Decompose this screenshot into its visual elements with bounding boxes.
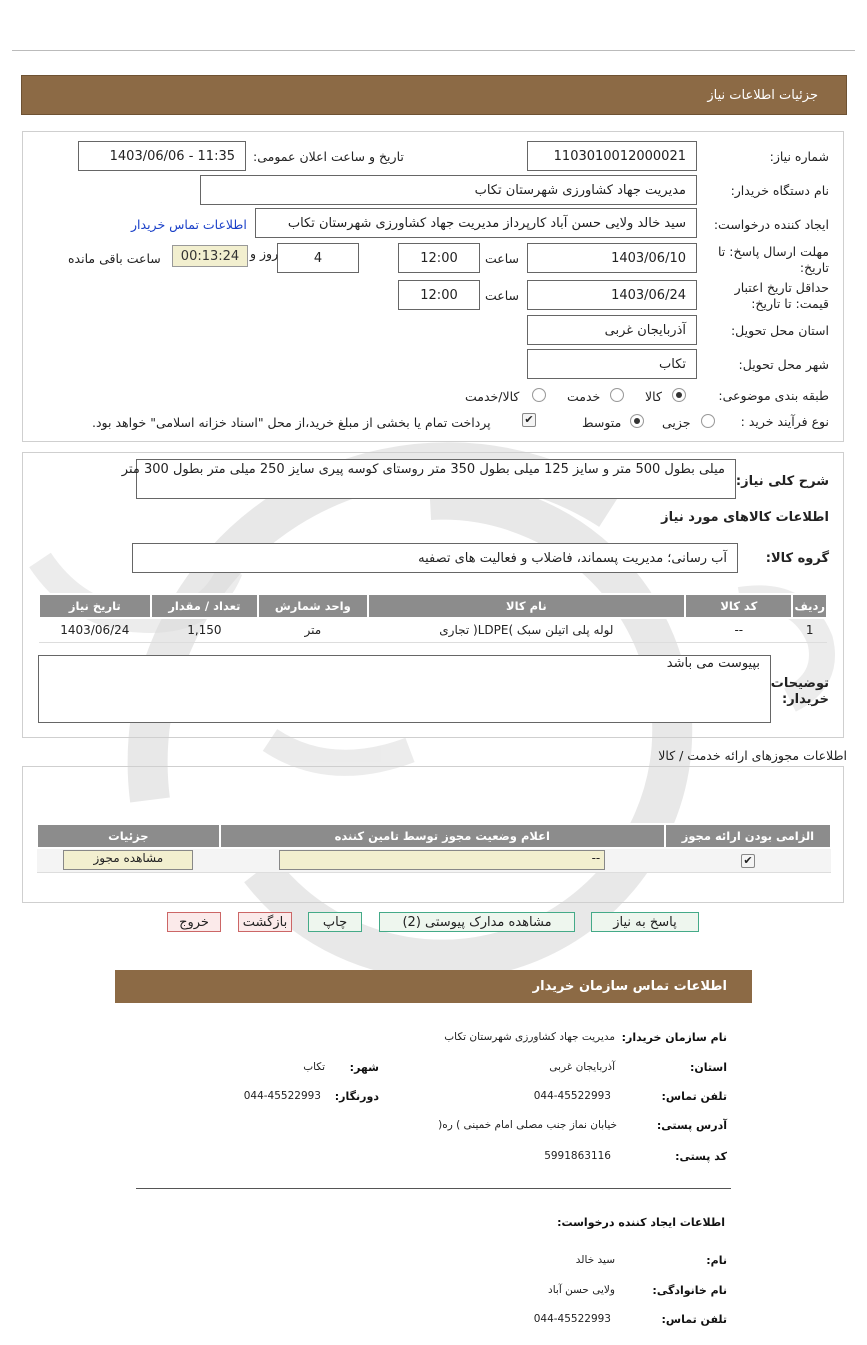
buyer-notes-text: بپیوست می باشد [666, 656, 760, 671]
category-radio-both[interactable] [532, 388, 546, 402]
page-header [21, 75, 847, 115]
creator-phone: 044-45522993 [533, 1313, 611, 1325]
contact-address: خیابان نماز جنب مصلی امام خمینی ) ره( [438, 1119, 617, 1131]
creator-phone-label: تلفن تماس: [661, 1313, 727, 1326]
contact-header [115, 970, 752, 1003]
group-field: آب رسانی؛ مدیریت پسماند، فاضلاب و فعالیت های تصفیه [132, 543, 738, 573]
category-radio-goods[interactable] [672, 388, 686, 402]
contact-postal-label: کد پستی: [675, 1150, 727, 1163]
buyer-notes-field [38, 655, 771, 723]
summary-label: شرح کلی نیاز: [735, 474, 829, 489]
attachments-button[interactable]: مشاهده مدارک پیوستی (2) [379, 912, 575, 932]
process-radio-minor[interactable] [701, 414, 715, 428]
city-field: تکاب [527, 349, 697, 379]
summary-text: میلی بطول 500 متر و سایز 125 میلی بطول 350 متر روستای کوسه پیری سایز 250 میلی متر بطول 300 متر [121, 462, 725, 477]
validity-time-field: 12:00 [398, 280, 480, 310]
contact-postal: 5991863116 [544, 1150, 611, 1162]
group-label: گروه کالا: [765, 551, 829, 566]
validity-time-label: ساعت [485, 288, 520, 303]
process-radio-medium[interactable] [630, 414, 644, 428]
contact-city-label: شهر: [349, 1061, 379, 1074]
contact-org: مدیریت جهاد کشاورزی شهرستان تکاب [444, 1031, 615, 1043]
contact-phone-label: تلفن تماس: [661, 1090, 727, 1103]
deadline-time-label: ساعت [485, 251, 520, 266]
col-qty: تعداد / مقدار [151, 594, 258, 618]
goods-table-header [39, 594, 827, 618]
goods-section-title: اطلاعات کالاهای مورد نیاز [661, 510, 829, 525]
category-option-goods: کالا [645, 389, 662, 404]
buyer-contact-link[interactable]: اطلاعات تماس خریدار [131, 217, 247, 232]
category-option-service: خدمت [567, 389, 601, 404]
buyer-org-field: مدیریت جهاد کشاورزی شهرستان تکاب [200, 175, 697, 205]
cell-code: -- [685, 618, 792, 642]
contact-phone: 044-45522993 [533, 1090, 611, 1102]
col-code: کد کالا [685, 594, 792, 618]
category-radio-service[interactable] [610, 388, 624, 402]
creator-field: سید خالد ولایی حسن آباد کارپرداز مدیریت جهاد کشاورزی شهرستان تکاب [255, 208, 697, 238]
contact-fax-label: دورنگار: [334, 1090, 379, 1103]
process-option-minor: جزیی [662, 415, 691, 430]
col-unit: واحد شمارش [258, 594, 367, 618]
deadline-date-field: 1403/06/10 [527, 243, 697, 273]
col-permit-required: الزامی بودن ارائه مجوز [665, 824, 831, 848]
table-row [39, 618, 827, 642]
cell-qty: 1,150 [151, 618, 258, 642]
table-row [37, 848, 831, 872]
top-divider [12, 50, 855, 51]
contact-province-label: استان: [690, 1061, 727, 1074]
validity-label: حداقل تاریخ اعتبار قیمت: تا تاریخ: [734, 280, 829, 311]
category-option-both: کالا/خدمت [465, 389, 520, 404]
cell-row: 1 [792, 618, 827, 642]
category-label: طبقه بندی موضوعی: [718, 388, 829, 403]
days-suffix: روز و [250, 246, 279, 261]
creator-label: ایجاد کننده درخواست: [713, 217, 829, 232]
buyer-org-label: نام دستگاه خریدار: [730, 183, 829, 198]
col-permit-details: جزئیات [37, 824, 220, 848]
creator-info-title: اطلاعات ایجاد کننده درخواست: [557, 1216, 725, 1229]
permit-required-checkbox: ✔ [741, 854, 755, 868]
col-permit-status: اعلام وضعیت مجوز توسط تامین کننده [220, 824, 665, 848]
col-date: تاریخ نیاز [39, 594, 151, 618]
need-number-field: 1103010012000021 [527, 141, 697, 171]
province-field: آذربایجان غربی [527, 315, 697, 345]
contact-fax: 044-45522993 [243, 1090, 321, 1102]
remaining-label: ساعت باقی مانده [68, 251, 161, 266]
exit-button[interactable]: خروج [167, 912, 221, 932]
contact-divider [136, 1188, 731, 1189]
summary-field [121, 459, 736, 499]
permit-status-field[interactable]: -- [279, 850, 605, 870]
back-button[interactable]: بازگشت [238, 912, 292, 932]
cell-date: 1403/06/24 [39, 618, 151, 642]
announce-label: تاریخ و ساعت اعلان عمومی: [253, 149, 404, 164]
permits-title: اطلاعات مجوزهای ارائه خدمت / کالا [658, 748, 847, 763]
col-name: نام کالا [368, 594, 686, 618]
process-option-medium: متوسط [582, 415, 622, 430]
contact-title: اطلاعات تماس سازمان خریدار [532, 979, 727, 994]
print-button[interactable]: چاپ [308, 912, 362, 932]
payment-note: پرداخت تمام یا بخشی از مبلغ خرید،از محل "اسناد خزانه اسلامی" خواهد بود. [92, 415, 491, 430]
remaining-timer: 00:13:24 [172, 245, 248, 267]
creator-family-label: نام خانوادگی: [652, 1284, 727, 1297]
reply-button[interactable]: پاسخ به نیاز [591, 912, 699, 932]
treasury-payment-checkbox[interactable]: ✔ [522, 413, 536, 427]
permits-table-header [37, 824, 831, 848]
need-number-label: شماره نیاز: [769, 149, 829, 164]
days-field: 4 [277, 243, 359, 273]
cell-unit: متر [258, 618, 367, 642]
page-title: جزئیات اطلاعات نیاز [707, 87, 818, 103]
contact-city: تکاب [303, 1061, 325, 1073]
buyer-notes-label: توضیحات خریدار: [770, 676, 829, 707]
permits-table [36, 823, 832, 873]
deadline-label: مهلت ارسال پاسخ: تا تاریخ: [718, 244, 829, 275]
contact-address-label: آدرس پستی: [656, 1119, 727, 1132]
validity-date-field: 1403/06/24 [527, 280, 697, 310]
creator-name-label: نام: [706, 1254, 727, 1267]
announce-field: 1403/06/06 - 11:35 [78, 141, 246, 171]
process-label: نوع فرآیند خرید : [740, 414, 829, 429]
deadline-time-field: 12:00 [398, 243, 480, 273]
creator-family: ولایی حسن آباد [548, 1284, 615, 1296]
creator-name: سید خالد [575, 1254, 615, 1266]
col-row: ردیف [792, 594, 827, 618]
contact-org-label: نام سازمان خریدار: [621, 1031, 727, 1044]
goods-table [38, 593, 828, 643]
city-label: شهر محل تحویل: [738, 357, 829, 372]
contact-province: آذربایجان غربی [549, 1061, 615, 1073]
cell-name: لوله پلی اتیلن سبک )LDPE( تجاری [368, 618, 686, 642]
province-label: استان محل تحویل: [730, 323, 829, 338]
view-permit-button[interactable]: مشاهده مجوز [63, 850, 193, 870]
